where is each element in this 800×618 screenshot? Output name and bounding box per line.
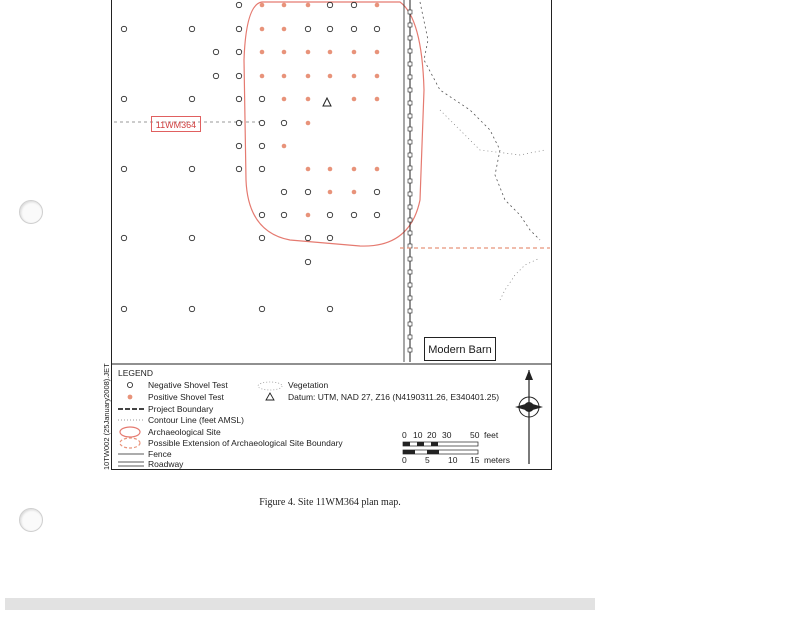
scale-bar: [402, 430, 510, 465]
fence-post: [408, 179, 412, 183]
positive-shovel-test: [306, 121, 311, 126]
negative-shovel-test: [236, 96, 241, 101]
negative-shovel-test: [213, 49, 218, 54]
negative-shovel-test: [189, 306, 194, 311]
positive-shovel-test: [352, 97, 357, 102]
scale-feet-10: 10: [413, 430, 423, 440]
legend-vegetation-label: Vegetation: [288, 380, 329, 390]
positive-shovel-test: [306, 50, 311, 55]
negative-shovel-test: [305, 189, 310, 194]
negative-shovel-test: [327, 212, 332, 217]
site-boundary: [244, 2, 424, 246]
fence-post: [408, 36, 412, 40]
positive-shovel-test: [352, 50, 357, 55]
fence-post: [408, 231, 412, 235]
negative-shovel-test: [121, 26, 126, 31]
negative-shovel-test: [259, 235, 264, 240]
fence-post: [408, 62, 412, 66]
figure-caption: Figure 4. Site 11WM364 plan map.: [259, 497, 401, 508]
positive-shovel-test: [328, 190, 333, 195]
positive-shovel-test: [375, 97, 380, 102]
scale-meter-5: 5: [425, 455, 430, 465]
legend-positive-label: Positive Shovel Test: [148, 392, 224, 402]
scale-feet-bar: [403, 442, 478, 446]
negative-shovel-test: [327, 306, 332, 311]
legend-contour-label: Contour Line (feet AMSL): [148, 415, 244, 425]
fence-post: [408, 88, 412, 92]
fence-post: [408, 140, 412, 144]
vegetation-line: [440, 110, 545, 155]
fence-post: [408, 101, 412, 105]
legend-heading: LEGEND: [118, 368, 153, 378]
legend-datum-label: Datum: UTM, NAD 27, Z16 (N4190311.26, E340401.25): [288, 392, 500, 402]
datum-icon: [323, 98, 331, 106]
shovel-tests: [121, 2, 379, 311]
positive-shovel-test: [352, 74, 357, 79]
modern-barn-label: Modern Barn: [424, 337, 496, 361]
negative-shovel-test: [121, 166, 126, 171]
scale-meter-15: 15: [470, 455, 480, 465]
fence-post: [408, 23, 412, 27]
fence-post: [408, 205, 412, 209]
negative-shovel-test: [259, 143, 264, 148]
positive-shovel-test: [306, 74, 311, 79]
positive-shovel-test: [328, 50, 333, 55]
legend-datum-icon: [266, 393, 274, 400]
positive-shovel-test: [375, 3, 380, 8]
positive-shovel-test: [306, 213, 311, 218]
contour-line-lower: [500, 258, 540, 300]
scale-meter-10: 10: [448, 455, 458, 465]
legend-site-label: Archaeological Site: [148, 427, 221, 437]
negative-shovel-test: [374, 189, 379, 194]
negative-shovel-test: [281, 212, 286, 217]
fence-post: [408, 218, 412, 222]
positive-shovel-test: [282, 144, 287, 149]
negative-shovel-test: [189, 235, 194, 240]
legend-extension-icon: [120, 438, 140, 448]
negative-shovel-test: [259, 120, 264, 125]
negative-shovel-test: [374, 212, 379, 217]
negative-shovel-test: [327, 2, 332, 7]
positive-shovel-test: [260, 74, 265, 79]
fence-post: [408, 114, 412, 118]
negative-shovel-test: [259, 96, 264, 101]
positive-shovel-test: [260, 50, 265, 55]
positive-shovel-test: [375, 167, 380, 172]
legend-positive-icon: [128, 395, 133, 400]
scale-meter-unit: meters: [484, 455, 510, 465]
negative-shovel-test: [281, 120, 286, 125]
scale-feet-seg-1: [403, 442, 410, 446]
positive-shovel-test: [375, 74, 380, 79]
fence-post: [408, 283, 412, 287]
scale-feet-seg-2: [417, 442, 424, 446]
negative-shovel-test: [236, 73, 241, 78]
negative-shovel-test: [236, 26, 241, 31]
fence-post: [408, 296, 412, 300]
positive-shovel-test: [306, 167, 311, 172]
scale-meter-seg-1: [403, 450, 415, 454]
negative-shovel-test: [351, 2, 356, 7]
negative-shovel-test: [305, 235, 310, 240]
positive-shovel-test: [328, 74, 333, 79]
negative-shovel-test: [121, 306, 126, 311]
fence-post: [408, 322, 412, 326]
negative-shovel-test: [121, 235, 126, 240]
scale-feet-unit: feet: [484, 430, 499, 440]
positive-shovel-test: [260, 3, 265, 8]
fence-post: [408, 348, 412, 352]
negative-shovel-test: [236, 49, 241, 54]
negative-shovel-test: [281, 189, 286, 194]
negative-shovel-test: [305, 259, 310, 264]
positive-shovel-test: [306, 97, 311, 102]
fence-post: [408, 153, 412, 157]
scale-meter-0: 0: [402, 455, 407, 465]
positive-shovel-test: [352, 167, 357, 172]
negative-shovel-test: [327, 235, 332, 240]
fence-post: [408, 127, 412, 131]
legend-negative-icon: [127, 382, 132, 387]
sidebar-file-code: 10TW002 (25January2008).JET: [102, 363, 111, 470]
negative-shovel-test: [189, 26, 194, 31]
positive-shovel-test: [282, 50, 287, 55]
legend-fence-label: Fence: [148, 449, 172, 459]
negative-shovel-test: [189, 166, 194, 171]
negative-shovel-test: [236, 120, 241, 125]
negative-shovel-test: [374, 26, 379, 31]
positive-shovel-test: [328, 167, 333, 172]
scale-feet-30: 30: [442, 430, 452, 440]
fence-post: [408, 75, 412, 79]
contour-line: [420, 2, 540, 240]
fence-post: [408, 49, 412, 53]
fence-post: [408, 192, 412, 196]
scale-feet-seg-3: [431, 442, 438, 446]
negative-shovel-test: [259, 306, 264, 311]
negative-shovel-test: [213, 73, 218, 78]
legend-boundary-label: Project Boundary: [148, 404, 214, 414]
legend-extension-label: Possible Extension of Archaeological Site Boundary: [148, 438, 343, 448]
positive-shovel-test: [282, 74, 287, 79]
negative-shovel-test: [351, 26, 356, 31]
positive-shovel-test: [282, 3, 287, 8]
scale-feet-0: 0: [402, 430, 407, 440]
positive-shovel-test: [375, 50, 380, 55]
fence-post: [408, 270, 412, 274]
negative-shovel-test: [189, 96, 194, 101]
negative-shovel-test: [121, 96, 126, 101]
legend-site-icon: [120, 427, 140, 437]
positive-shovel-test: [282, 27, 287, 32]
positive-shovel-test: [352, 190, 357, 195]
scale-feet-50: 50: [470, 430, 480, 440]
negative-shovel-test: [236, 166, 241, 171]
fence-post: [408, 335, 412, 339]
positive-shovel-test: [282, 97, 287, 102]
fence-post: [408, 309, 412, 313]
legend-vegetation-icon: [258, 382, 282, 390]
negative-shovel-test: [259, 166, 264, 171]
positive-shovel-test: [260, 27, 265, 32]
site-label: 11WM364: [151, 116, 201, 132]
negative-shovel-test: [351, 212, 356, 217]
negative-shovel-test: [305, 26, 310, 31]
negative-shovel-test: [236, 143, 241, 148]
negative-shovel-test: [259, 212, 264, 217]
positive-shovel-test: [306, 3, 311, 8]
north-arrow-icon: [515, 370, 543, 464]
negative-shovel-test: [327, 26, 332, 31]
negative-shovel-test: [236, 2, 241, 7]
fence-post: [408, 10, 412, 14]
fence-post: [408, 257, 412, 261]
scale-feet-20: 20: [427, 430, 437, 440]
legend-roadway-label: Roadway: [148, 459, 184, 469]
fence-post: [408, 166, 412, 170]
scale-meter-seg-2: [427, 450, 439, 454]
legend-negative-label: Negative Shovel Test: [148, 380, 228, 390]
